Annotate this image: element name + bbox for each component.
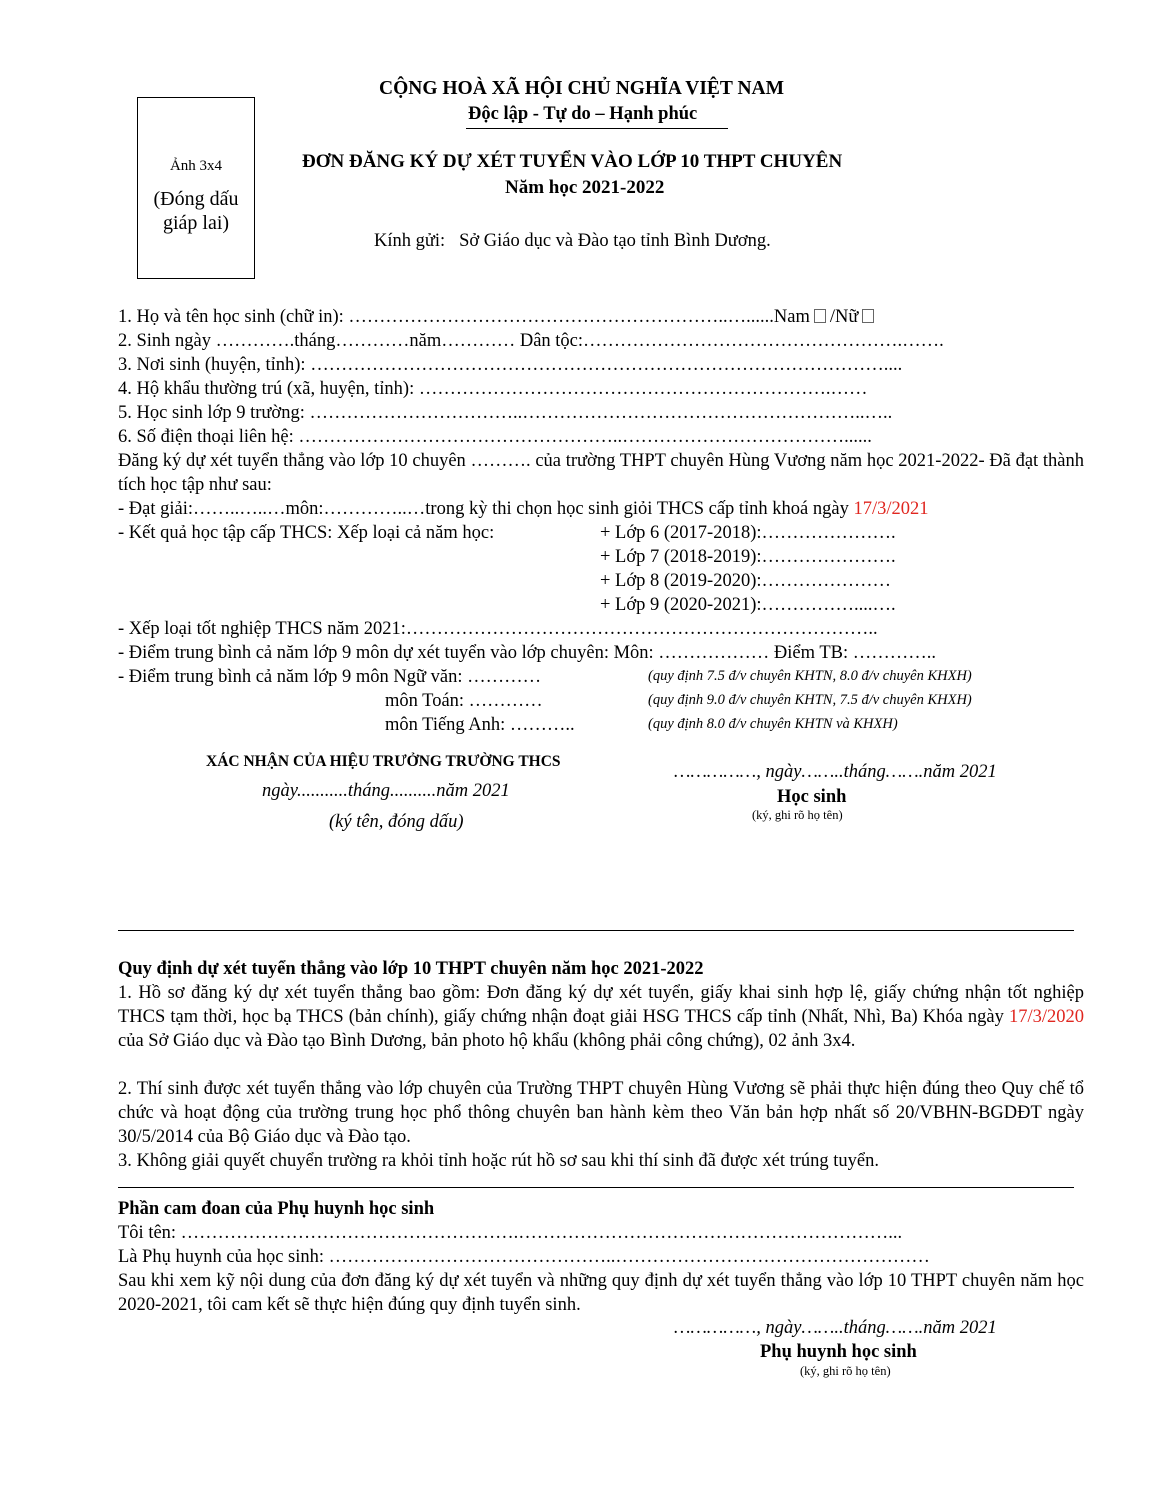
field-award-text: - Đạt giải:……..…..…môn:…………..…trong kỳ thi chọn học sinh giỏi THCS cấp tỉnh khoá ngày — [118, 499, 849, 519]
school-year: Năm học 2021-2022 — [505, 177, 665, 198]
parent-title: Phần cam đoan của Phụ huynh học sinh — [118, 1199, 435, 1219]
award-date: 17/3/2021 — [853, 499, 929, 519]
field-avg-subject: - Điểm trung bình cả năm lớp 9 môn dự xét tuyển vào lớp chuyên: Môn: ……………… Điểm TB: ………….. — [118, 643, 936, 663]
student-date: ……………, ngày……..tháng…….năm 2021 — [674, 762, 997, 782]
rule-1 — [118, 981, 1084, 1053]
male-checkbox[interactable] — [814, 309, 826, 323]
photo-label: Ảnh 3x4 — [169, 158, 223, 174]
principal-date: ngày...........tháng..........năm 2021 — [262, 781, 510, 801]
note-literature: (quy định 7.5 đ/v chuyên KHTN, 8.0 đ/v chuyên KHXH) — [648, 668, 972, 684]
field-school: 5. Học sinh lớp 9 trường: ……………………………..………………………………………………..….. — [118, 403, 893, 423]
note-math: (quy định 9.0 đ/v chuyên KHTN, 7.5 đ/v chuyên KHXH) — [648, 692, 972, 708]
field-birthplace: 3. Nơi sinh (huyện, tỉnh): ………………………………………………………………………………….... — [118, 355, 903, 375]
recipient-label: Kính gửi: — [374, 231, 446, 251]
field-residence: 4. Hộ khẩu thường trú (xã, huyện, tỉnh): ………………………………………………………….…… — [118, 379, 868, 399]
parent-date: ……………, ngày……..tháng…….năm 2021 — [674, 1318, 997, 1338]
gender-separator: /Nữ — [829, 307, 859, 327]
parent-sign-note: (ký, ghi rõ họ tên) — [800, 1364, 891, 1378]
photo-stamp-note: (Đóng dấu giáp lai) — [153, 188, 239, 234]
rule-1-date: 17/3/2020 — [1008, 1007, 1085, 1027]
field-date-of-birth: 2. Sinh ngày ………….tháng…………năm………… Dân tộc:…………………………………………….……. — [118, 331, 944, 351]
motto: Độc lập - Tự do – Hạnh phúc — [468, 104, 698, 124]
principal-note: (ký tên, đóng dấu) — [329, 812, 464, 832]
divider-1 — [118, 930, 1074, 931]
rule-2: 2. Thí sinh được xét tuyển thẳng vào lớp chuyên của Trường THPT chuyên Hùng Vương sẽ phải thực hiện đúng theo Quy chế tổ chức và hoạt động của trường trung học phổ thông chuyên ban hành kèm theo Văn bản hợp nhất số 20/VBHN-BGDĐT ngày 30/5/2014 của Bộ Giáo dục và Đào tạo. — [118, 1079, 1084, 1147]
field-award — [118, 497, 929, 521]
divider-2 — [118, 1187, 1074, 1188]
note-english: (quy định 8.0 đ/v chuyên KHTN và KHXH) — [648, 716, 898, 732]
rule-1-text-after: của Sở Giáo dục và Đào tạo Bình Dương, bản photo hộ khẩu (không phải công chứng), 02 ảnh 3x4. — [118, 1031, 856, 1051]
student-sign-note: (ký, ghi rõ họ tên) — [752, 808, 843, 822]
grade-8: + Lớp 8 (2019-2020):………………… — [600, 571, 892, 591]
registration-statement: Đăng ký dự xét tuyển thẳng vào lớp 10 chuyên ………. của trường THPT chuyên Hùng Vương năm học 2021-2022- Đã đạt thành tích học tập như sau: — [118, 451, 1084, 495]
parent-child: Là Phụ huynh của học sinh: ………………………………………..…………………………………………… — [118, 1247, 930, 1267]
grade-6: + Lớp 6 (2017-2018):…………………. — [600, 523, 896, 543]
student-sign-title: Học sinh — [777, 787, 847, 807]
motto-underline — [466, 128, 728, 129]
recipient-value: Sở Giáo dục và Đào tạo tỉnh Bình Dương. — [459, 231, 771, 251]
field-avg-english: môn Tiếng Anh: ……….. — [385, 715, 575, 735]
form-title: ĐƠN ĐĂNG KÝ DỰ XÉT TUYỂN VÀO LỚP 10 THPT CHUYÊN — [302, 151, 843, 172]
rules-title: Quy định dự xét tuyển thẳng vào lớp 10 THPT chuyên năm học 2021-2022 — [118, 959, 704, 979]
field-avg-literature: - Điểm trung bình cả năm lớp 9 môn Ngữ văn: ………… — [118, 667, 542, 687]
female-checkbox[interactable] — [862, 309, 874, 323]
field-avg-math: môn Toán: ………… — [385, 691, 543, 711]
field-phone: 6. Số điện thoại liên hệ: ……………………………………………..………………………………...... — [118, 427, 872, 447]
grade-7: + Lớp 7 (2018-2019):…………………. — [600, 547, 896, 567]
parent-name: Tôi tên: ……………………………………………….……………………………………………………... — [118, 1223, 903, 1243]
field-student-name-text: 1. Họ và tên học sinh (chữ in): ……………………………………………………..…......Nam — [118, 307, 810, 327]
rule-3: 3. Không giải quyết chuyển trường ra khỏi tỉnh hoặc rút hồ sơ sau khi thí sinh đã được xét trúng tuyển. — [118, 1151, 880, 1171]
field-graduation: - Xếp loại tốt nghiệp THCS năm 2021:………………………………………………………………….. — [118, 619, 878, 639]
parent-pledge: Sau khi xem kỹ nội dung của đơn đăng ký dự xét tuyển và những quy định dự xét tuyển thẳng vào lớp 10 THPT chuyên năm học 2020-2021, tôi cam kết sẽ thực hiện đúng quy định tuyển sinh. — [118, 1271, 1084, 1315]
principal-title: XÁC NHẬN CỦA HIỆU TRƯỞNG TRƯỜNG THCS — [206, 753, 561, 770]
results-label: - Kết quả học tập cấp THCS: Xếp loại cả năm học: — [118, 523, 495, 543]
parent-sign-title: Phụ huynh học sinh — [760, 1342, 917, 1362]
rule-1-text-before: 1. Hồ sơ đăng ký dự xét tuyển thẳng bao gồm: Đơn đăng ký dự xét tuyển, giấy khai sinh hợp lệ, giấy chứng nhận tốt nghiệp THCS tạm thời, học bạ THCS (bản chính), giấy chứng nhận đoạt giải HSG THCS cấp tỉnh (Nhất, Nhì, Ba) Khóa ngày — [118, 983, 1084, 1027]
grade-9: + Lớp 9 (2020-2021):……………....…. — [600, 595, 896, 615]
recipient — [374, 229, 771, 253]
field-student-name — [118, 305, 878, 329]
photo-box — [137, 97, 255, 279]
country-name: CỘNG HOÀ XÃ HỘI CHỦ NGHĨA VIỆT NAM — [379, 78, 785, 99]
